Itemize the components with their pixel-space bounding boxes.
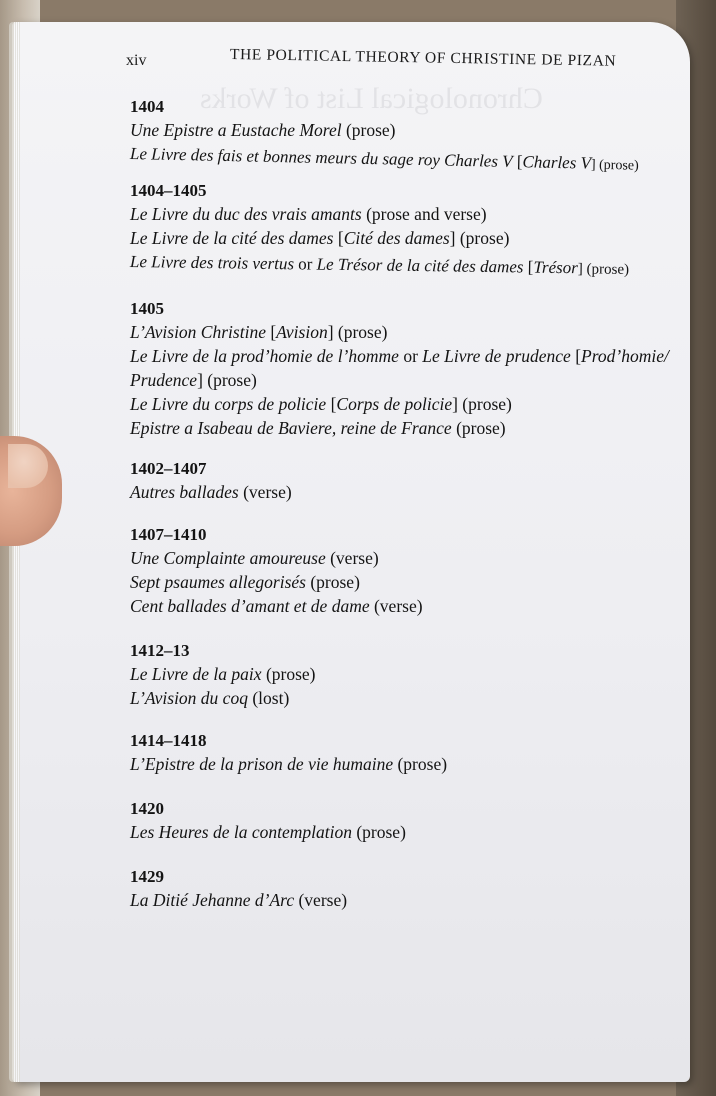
running-title: THE POLITICAL THEORY OF CHRISTINE DE PIZAN (229, 46, 617, 70)
chronology-entry (130, 866, 347, 912)
work-note: ] (prose) (590, 157, 639, 174)
work-title: La Ditié Jehanne d’Arc (130, 890, 295, 910)
work-note: [ (265, 322, 277, 342)
work-note: (prose) (393, 754, 448, 774)
chronology-entry (130, 458, 292, 504)
work-title: Le Livre de la paix (130, 664, 262, 684)
show-through-heading: Chronological List of Works (200, 82, 543, 115)
work-note: (verse) (369, 596, 423, 616)
entry-year: 1404–1405 (130, 181, 207, 200)
work-title: Epistre a Isabeau de Baviere, reine de France (130, 418, 452, 438)
work-title: Autres ballades (130, 482, 239, 502)
work-line (130, 344, 678, 392)
chronology-entry (129, 180, 630, 278)
work-line (130, 226, 629, 250)
work-line (130, 392, 678, 416)
work-note: (verse) (294, 890, 348, 910)
work-note: [ (570, 346, 582, 366)
work-note: ] (prose) (197, 370, 257, 390)
work-title: L’Epistre de la prison de vie humaine (130, 754, 394, 774)
work-line (130, 118, 639, 142)
work-title: Une Complainte amoureuse (130, 548, 326, 568)
work-note: (prose) (351, 822, 406, 842)
entry-year: 1407–1410 (130, 525, 207, 544)
entry-year: 1429 (130, 867, 164, 886)
chronology-entry (130, 730, 447, 776)
work-note: (prose) (261, 664, 316, 684)
work-short-title: Charles V (522, 152, 592, 173)
work-note: [ (512, 152, 523, 172)
work-line (130, 320, 678, 344)
entry-year: 1404 (130, 97, 164, 116)
entry-year: 1414–1418 (130, 731, 207, 750)
work-note: or (293, 254, 317, 274)
work-title: Les Heures de la contemplation (130, 822, 352, 842)
work-note: ] (prose) (327, 322, 388, 342)
chronology-entry (129, 96, 639, 174)
work-note: [ (523, 257, 534, 277)
entry-year: 1405 (130, 299, 164, 318)
work-line (130, 480, 292, 504)
chronology-entry (130, 798, 406, 844)
work-note: [ (333, 228, 344, 248)
work-note: (verse) (238, 482, 292, 502)
work-note: ] (prose) (452, 394, 512, 414)
work-line (130, 752, 447, 776)
work-title: Le Livre du duc des vrais amants (130, 204, 362, 224)
chronology-entry (130, 524, 423, 618)
work-title: Le Livre des trois vertus (129, 252, 295, 274)
work-note: ] (prose) (577, 261, 630, 278)
work-line (130, 202, 629, 226)
work-title-alt: Le Trésor de la cité des dames (316, 254, 524, 277)
work-title: L’Avision Christine (130, 322, 266, 342)
work-title: Une Epistre a Eustache Morel (130, 120, 342, 140)
work-title: Sept psaumes allegorisés (130, 572, 306, 592)
work-line (130, 594, 423, 618)
work-title: Le Livre de la cité des dames (130, 228, 334, 248)
work-note: (prose) (305, 572, 360, 592)
work-short-title: Trésor (533, 257, 578, 278)
work-title: Le Livre de la prod’homie de l’homme (130, 346, 399, 366)
work-line (130, 686, 316, 710)
work-note: (lost) (247, 688, 290, 708)
entry-year: 1420 (130, 799, 164, 818)
work-note: [ (326, 394, 337, 414)
work-note: (prose) (341, 120, 396, 140)
work-note: (prose and verse) (361, 204, 487, 224)
chronology-entry (130, 640, 316, 710)
page-number: xiv (126, 52, 147, 69)
work-note: (prose) (451, 418, 506, 438)
work-title: Le Livre des fais et bonnes meurs du sage roy Charles V (129, 144, 513, 172)
page-edges (14, 22, 20, 1082)
work-line (130, 416, 678, 440)
work-title: L’Avision du coq (130, 688, 248, 708)
entry-year: 1412–13 (130, 641, 190, 660)
work-line (130, 888, 347, 912)
chronology-entry (130, 298, 678, 440)
work-note: (verse) (325, 548, 379, 568)
work-short-title: Prod’homie/ Prudence (130, 346, 669, 390)
work-short-title: Corps de policie (336, 394, 453, 414)
work-line (130, 662, 316, 686)
work-line (130, 570, 423, 594)
entry-year: 1402–1407 (130, 459, 207, 478)
work-short-title: Avision (276, 322, 328, 342)
work-title: Le Livre du corps de policie (130, 394, 327, 414)
work-title: Cent ballades d’amant et de dame (130, 596, 370, 616)
work-line (130, 546, 423, 570)
work-title-alt: Le Livre de prudence (422, 346, 571, 366)
work-short-title: Cité des dames (343, 228, 450, 248)
work-line (130, 820, 406, 844)
work-note: ] (prose) (449, 228, 510, 248)
work-note: or (398, 346, 423, 366)
